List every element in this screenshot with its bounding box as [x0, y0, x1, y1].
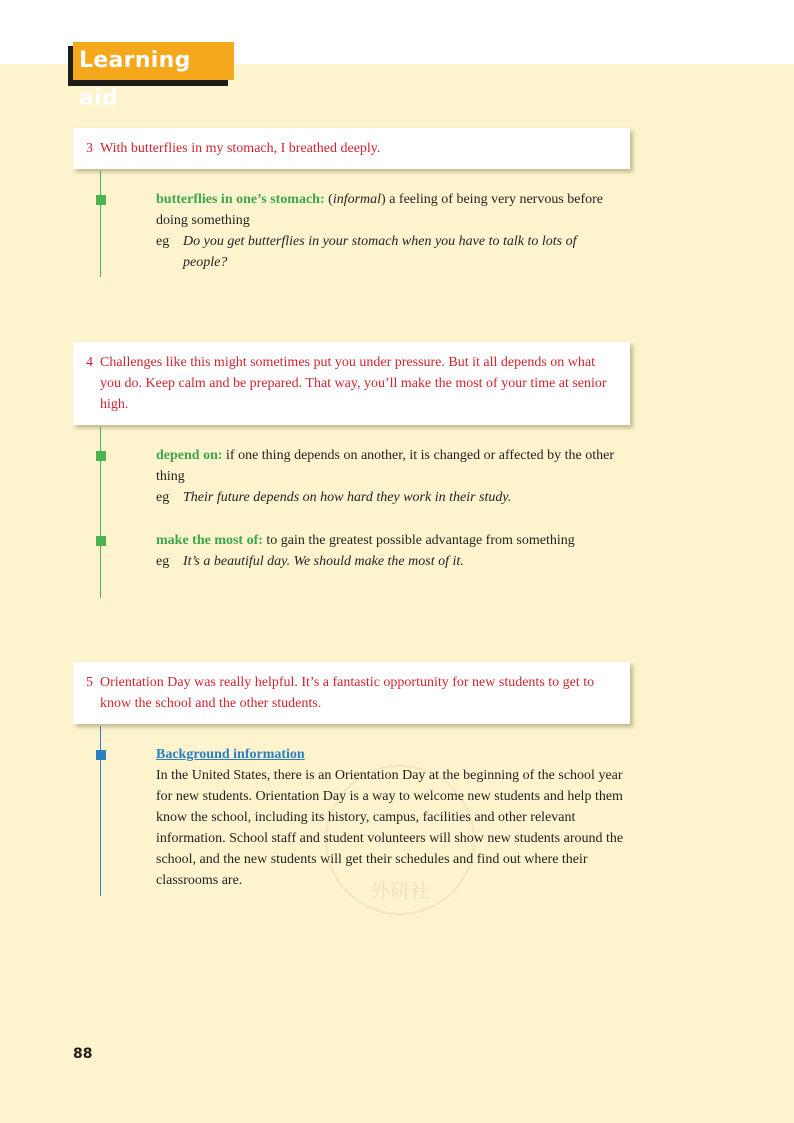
sentence-text: Challenges like this might sometimes put you under pressure. But it all depends on what you do. Keep calm and be prepared. That way, you’ll make the most of your time at senior high. — [100, 355, 607, 412]
sentence-box-3 — [73, 128, 630, 169]
sentence-text: Orientation Day was really helpful. It’s a fantastic opportunity for new students to get to know the school and the other students. — [100, 675, 595, 711]
vocab-entry-depend-on — [156, 445, 626, 508]
vocab-definition-text: a feeling of being very nervous before doing something — [156, 192, 604, 228]
eg-label: eg — [156, 490, 170, 505]
note-line — [100, 171, 101, 277]
vocab-term: make the most of: — [156, 533, 263, 548]
learning-aid-banner — [68, 42, 234, 111]
vocab-definition — [156, 445, 626, 487]
vocab-register: informal — [332, 192, 382, 207]
note-marker — [96, 451, 106, 461]
background-information — [156, 744, 624, 891]
watermark-text: 外研社 — [370, 879, 430, 903]
eg-label: eg — [156, 234, 170, 249]
page-number: 88 — [73, 1046, 93, 1062]
vocab-definition-text: to gain the greatest possible advantage from something — [266, 533, 575, 548]
sentence-box-4 — [73, 342, 630, 425]
vocab-term: butterflies in one’s stomach: — [156, 192, 325, 207]
vocab-entry-make-the-most-of — [156, 530, 626, 572]
sentence-number: 5 — [86, 675, 93, 690]
vocab-term: depend on: — [156, 448, 223, 463]
vocab-definition — [156, 530, 626, 551]
background-title: Background information — [156, 747, 305, 762]
note-marker — [96, 536, 106, 546]
eg-label: eg — [156, 554, 170, 569]
background-marker — [96, 750, 106, 760]
vocab-definition: butterflies in one’s stomach: (informal) a feeling of being very nervous before doing something — [156, 192, 604, 228]
banner-label: Learning aid — [73, 42, 234, 80]
background-text: In the United States, there is an Orientation Day at the beginning of the school year for new students. Orientation Day is a way to welcome new students and help them know the school, including its history, campus, facilities and other relevant information. School staff and student volunteers will show new students around the school, and the new students will get their schedules and find out where their classrooms are. — [156, 768, 624, 888]
example-text: It’s a beautiful day. We should make the most of it. — [183, 554, 464, 569]
sentence-box-5 — [73, 662, 630, 724]
vocab-example — [156, 487, 626, 508]
note-marker — [96, 195, 106, 205]
sentence-number: 4 — [86, 355, 93, 370]
sentence-number: 3 — [86, 141, 93, 156]
vocab-definition-text: if one thing depends on another, it is changed or affected by the other thing — [156, 448, 614, 484]
sentence-text: With butterflies in my stomach, I breathed deeply. — [100, 141, 381, 156]
vocab-entry-butterflies — [156, 189, 616, 273]
vocab-example — [156, 551, 626, 572]
example-text: Their future depends on how hard they work in their study. — [183, 490, 512, 505]
vocab-example — [156, 231, 616, 273]
example-text: Do you get butterflies in your stomach when you have to talk to lots of people? — [183, 234, 577, 270]
